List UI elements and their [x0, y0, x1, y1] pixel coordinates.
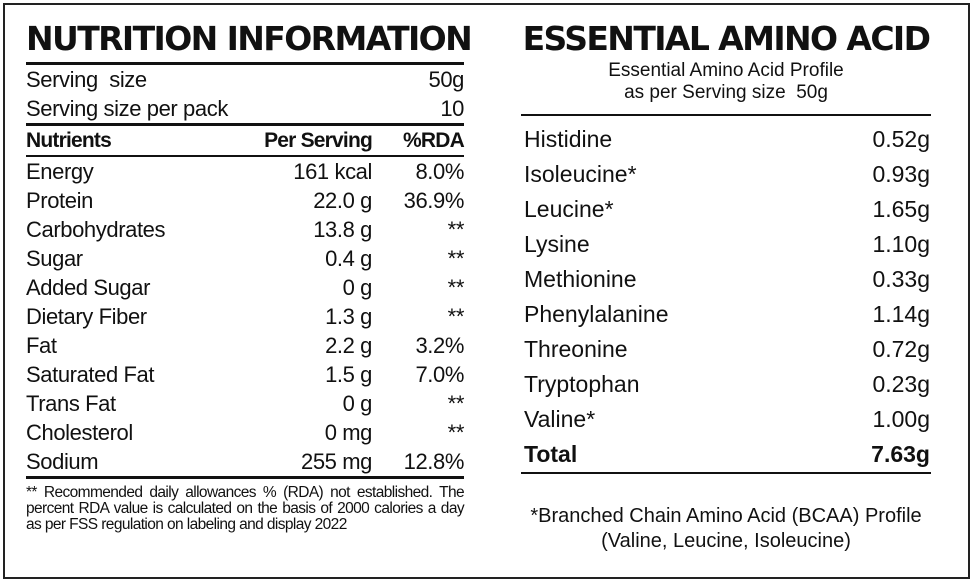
nutrient-rda: 12.8% [403, 448, 464, 474]
amino-name: Methionine [524, 266, 637, 292]
serving-size-row [26, 65, 464, 94]
nutrient-name: Cholesterol [26, 419, 133, 445]
amino-row [517, 192, 935, 227]
amino-panel [517, 18, 935, 554]
nutrient-row [26, 389, 464, 418]
amino-row [517, 297, 935, 332]
serving-size-label: Serving size [26, 66, 147, 92]
rda-footnote: ** Recommended daily allowances % (RDA) not established. The percent RDA value is calculated on the basis of 2000 calories a day as per FSS regulation on labeling and display 2022 [26, 484, 464, 533]
nutrient-rda: ** [447, 216, 464, 242]
nutrient-table [26, 157, 464, 476]
nutrient-row [26, 302, 464, 331]
amino-subtitle-line2: as per Serving size 50g [624, 82, 828, 103]
amino-value: 1.00g [872, 406, 930, 432]
nutrient-rda: ** [447, 274, 464, 300]
nutrient-per-serving: 0.4 g [325, 245, 372, 271]
amino-value: 1.14g [872, 301, 930, 327]
nutrient-name: Trans Fat [26, 390, 116, 416]
amino-row [517, 227, 935, 262]
servings-per-pack-row [26, 94, 464, 123]
amino-row [517, 367, 935, 402]
nutrients-header: Nutrients [26, 128, 111, 152]
amino-value: 1.10g [872, 231, 930, 257]
amino-rule-bottom [521, 472, 931, 474]
amino-row [517, 122, 935, 157]
amino-name: Valine* [524, 406, 596, 432]
nutrient-rda: 7.0% [415, 361, 464, 387]
amino-name: Isoleucine* [524, 161, 637, 187]
nutrient-row [26, 215, 464, 244]
nutrient-per-serving: 161 kcal [293, 158, 372, 184]
nutrient-per-serving: 13.8 g [313, 216, 372, 242]
nutrient-name: Added Sugar [26, 274, 151, 300]
table-bottom-rule [26, 476, 464, 479]
amino-total-row [517, 437, 935, 472]
nutrient-name: Dietary Fiber [26, 303, 147, 329]
nutrient-row [26, 447, 464, 476]
nutrient-per-serving: 1.5 g [325, 361, 372, 387]
nutrient-row [26, 244, 464, 273]
amino-value: 0.33g [872, 266, 930, 292]
amino-row [517, 332, 935, 367]
per-serving-header: Per Serving [264, 128, 372, 152]
nutrient-name: Energy [26, 158, 94, 184]
nutrient-name: Fat [26, 332, 57, 358]
bcaa-note [517, 504, 935, 554]
nutrient-per-serving: 255 mg [301, 448, 372, 474]
amino-title: ESSENTIAL AMINO ACID [522, 19, 930, 58]
nutrient-name: Protein [26, 187, 93, 213]
bcaa-line1: *Branched Chain Amino Acid (BCAA) Profile [530, 505, 922, 527]
amino-name: Leucine* [524, 196, 614, 222]
amino-subtitle-line1: Essential Amino Acid Profile [608, 60, 844, 81]
amino-value: 0.23g [872, 371, 930, 397]
nutrient-rda: ** [447, 245, 464, 271]
amino-name: Phenylalanine [524, 301, 669, 327]
amino-row [517, 402, 935, 437]
amino-total-label: Total [524, 441, 578, 467]
nutrient-per-serving: 2.2 g [325, 332, 372, 358]
amino-name: Lysine [524, 231, 590, 257]
servings-per-pack-value: 10 [440, 95, 464, 121]
nutrient-row [26, 157, 464, 186]
amino-total-value: 7.63g [871, 441, 930, 467]
serving-size-value: 50g [428, 66, 464, 92]
amino-value: 0.72g [872, 336, 930, 362]
nutrient-rda: ** [447, 419, 464, 445]
nutrient-row [26, 418, 464, 447]
nutrient-rda: ** [447, 390, 464, 416]
nutrient-name: Sugar [26, 245, 83, 271]
bcaa-line2: (Valine, Leucine, Isoleucine) [601, 530, 851, 552]
nutrients-header-row [26, 126, 464, 155]
amino-row [517, 157, 935, 192]
amino-value: 0.52g [872, 126, 930, 152]
rda-header: %RDA [403, 128, 464, 152]
amino-table [517, 114, 935, 474]
nutrient-per-serving: 0 g [342, 390, 372, 416]
nutrient-name: Saturated Fat [26, 361, 155, 387]
nutrient-per-serving: 22.0 g [313, 187, 372, 213]
amino-value: 0.93g [872, 161, 930, 187]
amino-name: Histidine [524, 126, 613, 152]
nutrient-rda: 36.9% [403, 187, 464, 213]
nutrient-per-serving: 0 mg [324, 419, 372, 445]
nutrient-row [26, 273, 464, 302]
nutrient-name: Sodium [26, 448, 99, 474]
nutrient-rda: ** [447, 303, 464, 329]
amino-name: Threonine [524, 336, 628, 362]
servings-per-pack-label: Serving size per pack [26, 95, 228, 121]
nutrient-per-serving: 1.3 g [325, 303, 372, 329]
amino-value: 1.65g [872, 196, 930, 222]
amino-name: Tryptophan [524, 371, 640, 397]
nutrient-row [26, 360, 464, 389]
nutrient-rda: 3.2% [415, 332, 464, 358]
amino-row [517, 262, 935, 297]
nutrient-row [26, 331, 464, 360]
nutrient-per-serving: 0 g [342, 274, 372, 300]
nutrient-row [26, 186, 464, 215]
nutrition-panel [26, 18, 472, 533]
nutrient-name: Carbohydrates [26, 216, 166, 242]
nutrition-title: NUTRITION INFORMATION [26, 19, 472, 58]
nutrient-rda: 8.0% [415, 158, 464, 184]
